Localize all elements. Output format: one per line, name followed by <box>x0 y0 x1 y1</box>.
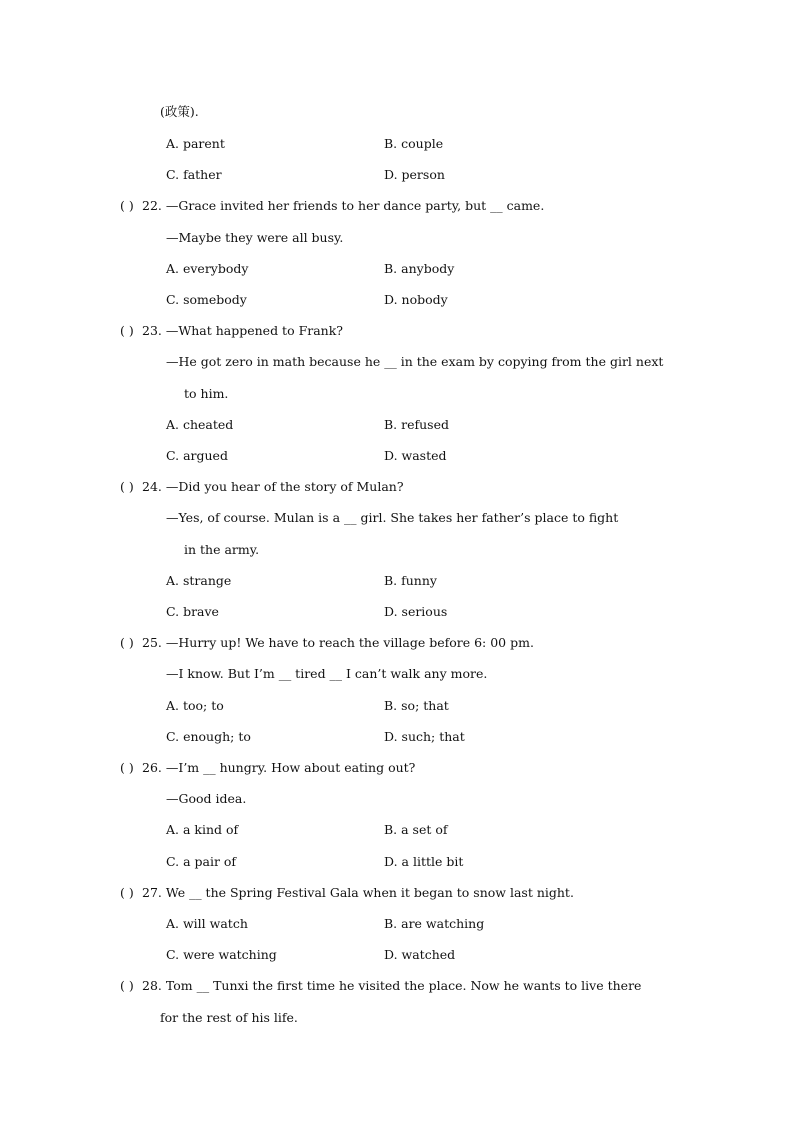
q23-reply: —He got zero in math because he __ in the exam by copying from the girl next <box>166 354 664 369</box>
question-25 <box>120 635 534 651</box>
q26-option-d[interactable]: D. a little bit <box>384 854 464 869</box>
question-28 <box>120 978 641 994</box>
q26-reply: —Good idea. <box>166 791 247 806</box>
q22-option-c[interactable]: C. somebody <box>166 292 247 307</box>
question-stem: —Did you hear of the story of Mulan? <box>165 479 404 494</box>
question-number: 23. <box>142 323 162 338</box>
q23-option-c[interactable]: C. argued <box>166 448 228 463</box>
q22-option-d[interactable]: D. nobody <box>384 292 448 307</box>
question-stem: —I’m __ hungry. How about eating out? <box>165 760 416 775</box>
q25-option-d[interactable]: D. such; that <box>384 729 465 744</box>
q24-option-a[interactable]: A. strange <box>166 573 232 588</box>
q25-option-b[interactable]: B. so; that <box>384 698 449 713</box>
answer-bracket[interactable]: ( ) <box>120 760 134 775</box>
question-stem: —Grace invited her friends to her dance party, but __ came. <box>165 198 545 213</box>
answer-bracket[interactable]: ( ) <box>120 635 134 650</box>
q24-reply-cont: in the army. <box>184 542 260 557</box>
q27-option-d[interactable]: D. watched <box>384 947 456 962</box>
question-number: 28. <box>142 978 162 993</box>
question-number: 27. <box>142 885 162 900</box>
q25-option-a[interactable]: A. too; to <box>166 698 224 713</box>
answer-bracket[interactable]: ( ) <box>120 479 134 494</box>
question-number: 26. <box>142 760 162 775</box>
q21-option-c[interactable]: C. father <box>166 167 222 182</box>
answer-bracket[interactable]: ( ) <box>120 323 134 338</box>
question-stem: Tom __ Tunxi the first time he visited the place. Now he wants to live there <box>165 978 642 993</box>
q25-option-c[interactable]: C. enough; to <box>166 729 251 744</box>
question-number: 24. <box>142 479 162 494</box>
answer-bracket[interactable]: ( ) <box>120 885 134 900</box>
q23-option-b[interactable]: B. refused <box>384 417 449 432</box>
q23-reply-cont: to him. <box>184 386 229 401</box>
q23-option-d[interactable]: D. wasted <box>384 448 447 463</box>
answer-bracket[interactable]: ( ) <box>120 978 134 993</box>
q26-option-a[interactable]: A. a kind of <box>166 822 239 837</box>
q24-option-c[interactable]: C. brave <box>166 604 219 619</box>
q24-reply: —Yes, of course. Mulan is a __ girl. She takes her father’s place to fight <box>166 510 619 525</box>
q24-option-b[interactable]: B. funny <box>384 573 437 588</box>
q26-option-c[interactable]: C. a pair of <box>166 854 237 869</box>
question-stem: —Hurry up! We have to reach the village before 6: 00 pm. <box>165 635 534 650</box>
q26-option-b[interactable]: B. a set of <box>384 822 448 837</box>
answer-bracket[interactable]: ( ) <box>120 198 134 213</box>
question-22 <box>120 198 544 214</box>
question-stem: We __ the Spring Festival Gala when it began to snow last night. <box>165 885 574 900</box>
q28-stem-cont: for the rest of his life. <box>160 1010 298 1025</box>
q27-option-b[interactable]: B. are watching <box>384 916 485 931</box>
q22-reply: —Maybe they were all busy. <box>166 230 344 245</box>
q21-option-d[interactable]: D. person <box>384 167 445 182</box>
question-23 <box>120 323 343 339</box>
q27-option-c[interactable]: C. were watching <box>166 947 277 962</box>
q25-reply: —I know. But I’m __ tired __ I can’t walk any more. <box>166 666 488 681</box>
q27-option-a[interactable]: A. will watch <box>166 916 248 931</box>
question-27 <box>120 885 574 901</box>
question-number: 25. <box>142 635 162 650</box>
q21-option-b[interactable]: B. couple <box>384 136 444 151</box>
q22-option-a[interactable]: A. everybody <box>166 261 249 276</box>
q21-option-a[interactable]: A. parent <box>166 136 225 151</box>
question-26 <box>120 760 415 776</box>
q24-option-d[interactable]: D. serious <box>384 604 448 619</box>
question-stem: —What happened to Frank? <box>165 323 343 338</box>
question-24 <box>120 479 404 495</box>
q22-option-b[interactable]: B. anybody <box>384 261 455 276</box>
q21-stem-tail: (政策). <box>160 104 199 119</box>
q23-option-a[interactable]: A. cheated <box>166 417 234 432</box>
question-number: 22. <box>142 198 162 213</box>
